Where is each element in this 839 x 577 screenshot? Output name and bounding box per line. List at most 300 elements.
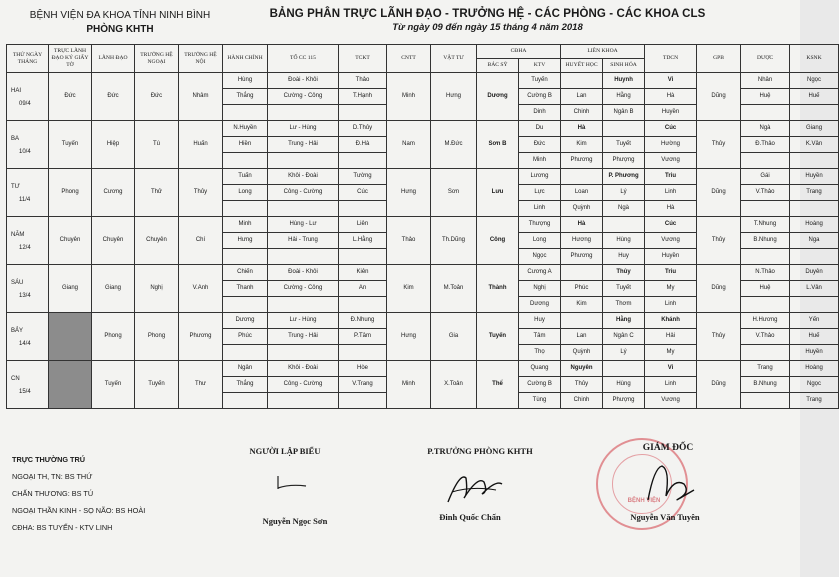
resident-duty-line-2: CHẤN THƯƠNG: BS TÚ [12, 489, 94, 498]
cell-ksnk: Hoàng [790, 217, 839, 233]
col-bacsi: BÁC SỸ [477, 59, 519, 73]
cell-surg: Tú [135, 121, 179, 169]
col-cntt: CNTT [387, 45, 431, 73]
deputy-signature [438, 468, 508, 508]
cell-med: Huấn [179, 121, 223, 169]
cell-sinhhoa: Thơm [603, 297, 645, 313]
cell-tckt: V.Trang [339, 377, 387, 393]
cell-ktv: Minh [519, 153, 561, 169]
cell-tckt: Cúc [339, 185, 387, 201]
cell-cc115: Hải - Trung [268, 233, 339, 249]
cell-tdcn: Cúc [645, 121, 697, 137]
cell-cntt: Minh [387, 73, 431, 121]
cell-ksnk [790, 201, 839, 217]
director-name: Nguyễn Văn Tuyên [630, 512, 700, 522]
cell-duoc [741, 297, 790, 313]
day-cell [7, 73, 49, 121]
deputy-title: P.TRƯỞNG PHÒNG KHTH [427, 446, 533, 456]
col-med: TRƯỞNG HỆ NỘI [179, 45, 223, 73]
cell-sign: Phong [49, 169, 92, 217]
cell-gpb: Dũng [697, 73, 741, 121]
cell-admin: Chiến [223, 265, 268, 281]
cell-tckt: T.Hạnh [339, 89, 387, 105]
cell-huyethoc [561, 73, 603, 89]
cell-med: Thư [179, 361, 223, 409]
cell-huyethoc: Phương [561, 153, 603, 169]
cell-duoc [741, 393, 790, 409]
day-name: CN [11, 375, 20, 382]
cell-cc115: Công - Cường [268, 377, 339, 393]
cell-admin: Thắng [223, 89, 268, 105]
cell-huyethoc: Thủy [561, 377, 603, 393]
cell-ksnk: Giang [790, 121, 839, 137]
cell-tckt: P.Tâm [339, 329, 387, 345]
resident-duty-line-1: NGOẠI TH, TN: BS THỨ [12, 472, 93, 481]
cell-huyethoc: Hương [561, 233, 603, 249]
cell-cc115: Cường - Công [268, 281, 339, 297]
resident-duty-heading: TRỰC THƯỜNG TRÚ [12, 455, 86, 464]
cell-sinhhoa [603, 217, 645, 233]
cell-sinhhoa: Huy [603, 249, 645, 265]
cell-admin: Hưng [223, 233, 268, 249]
cell-tckt [339, 105, 387, 121]
cell-vattu: M.Toản [431, 265, 477, 313]
cell-med: Thủy [179, 169, 223, 217]
col-cc115: TỔ CC 115 [268, 45, 339, 73]
cell-duoc [741, 153, 790, 169]
cell-tckt [339, 201, 387, 217]
cell-cc115: Trung - Hải [268, 329, 339, 345]
cell-ktv: Đức [519, 137, 561, 153]
day-name: HAI [11, 87, 22, 94]
cell-tdcn: Cúc [645, 217, 697, 233]
cell-tckt: Tường [339, 169, 387, 185]
cell-duoc: Huệ [741, 89, 790, 105]
cell-huyethoc: Loan [561, 185, 603, 201]
cell-duoc: Trang [741, 361, 790, 377]
cell-cc115 [268, 153, 339, 169]
cell-huyethoc: Chinh [561, 105, 603, 121]
cell-duoc: T.Nhung [741, 217, 790, 233]
resident-duty-line-4: CĐHA: BS TUYẾN - KTV LINH [12, 523, 113, 532]
cell-ktv: Huy [519, 313, 561, 329]
cell-admin: Tuấn [223, 169, 268, 185]
table-row [7, 313, 839, 329]
cell-tckt [339, 345, 387, 361]
cell-ktv: Cương A [519, 265, 561, 281]
cell-admin [223, 153, 268, 169]
preparer-title: NGƯỜI LẬP BIỂU [249, 446, 321, 456]
cell-cc115: Trung - Hải [268, 137, 339, 153]
cell-ksnk: Huế [790, 329, 839, 345]
day-date: 11/4 [19, 196, 31, 203]
cell-sinhhoa: Hùng [603, 233, 645, 249]
cell-duoc: Ngà [741, 121, 790, 137]
cell-tckt [339, 297, 387, 313]
cell-admin: Thắng [223, 377, 268, 393]
cell-ktv: Tâm [519, 329, 561, 345]
cell-ktv: Dương [519, 297, 561, 313]
cell-cntt: Hưng [387, 169, 431, 217]
cell-surg: Tuyến [135, 361, 179, 409]
day-date: 10/4 [19, 148, 31, 155]
cell-gpb: Dũng [697, 169, 741, 217]
cell-admin: Hùng [223, 73, 268, 89]
department-name: PHÒNG KHTH [86, 24, 154, 35]
cell-tdcn: Vi [645, 361, 697, 377]
cell-tdcn: Linh [645, 377, 697, 393]
cell-med: Nhâm [179, 73, 223, 121]
cell-ksnk [790, 153, 839, 169]
cell-surg: Thử [135, 169, 179, 217]
cell-ktv: Tuyến [519, 73, 561, 89]
cell-gpb: Thủy [697, 121, 741, 169]
cell-tdcn: My [645, 281, 697, 297]
cell-cc115: Cường - Công [268, 89, 339, 105]
day-name: BA [11, 135, 20, 142]
cell-bacsi: Thành [477, 265, 519, 313]
cell-sinhhoa: Ngân C [603, 329, 645, 345]
cell-ktv: Ngọc [519, 249, 561, 265]
cell-tdcn: Vương [645, 393, 697, 409]
cell-tdcn: Triu [645, 265, 697, 281]
cell-admin: Hiền [223, 137, 268, 153]
day-date: 12/4 [19, 244, 31, 251]
col-cdha: CĐHA [477, 45, 561, 59]
col-sinhhoa: SINH HÓA [603, 59, 645, 73]
cell-huyethoc: Hà [561, 121, 603, 137]
cell-vattu: Sơn [431, 169, 477, 217]
table-row [7, 265, 839, 281]
cell-tckt: Liên [339, 217, 387, 233]
cell-cntt: Kim [387, 265, 431, 313]
cell-tdcn: Khánh [645, 313, 697, 329]
cell-med: V.Anh [179, 265, 223, 313]
cell-sinhhoa [603, 361, 645, 377]
cell-tckt: Thảo [339, 73, 387, 89]
cell-cntt: Nam [387, 121, 431, 169]
cell-ksnk: L.Vân [790, 281, 839, 297]
cell-tdcn: My [645, 345, 697, 361]
cell-huyethoc: Kim [561, 137, 603, 153]
cell-ksnk: Hoàng [790, 361, 839, 377]
cell-ktv: Lực [519, 185, 561, 201]
cell-ksnk: Ngọc [790, 73, 839, 89]
duty-roster-table [6, 44, 839, 409]
cell-tckt: Đ.Nhung [339, 313, 387, 329]
day-name: TƯ [11, 183, 20, 190]
document-title: BẢNG PHÂN TRỰC LÃNH ĐẠO - TRƯỞNG HỆ - CÁC PHÒNG - CÁC KHOA CLS [269, 8, 706, 20]
cell-bacsi: Công [477, 217, 519, 265]
cell-lead: Chuyên [92, 217, 135, 265]
cell-ktv: Thọ [519, 345, 561, 361]
cell-tckt: L.Hằng [339, 233, 387, 249]
cell-huyethoc: Kim [561, 297, 603, 313]
cell-tckt: Hòe [339, 361, 387, 377]
cell-huyethoc: Lan [561, 329, 603, 345]
cell-gpb: Thủy [697, 313, 741, 361]
cell-vattu: M.Đức [431, 121, 477, 169]
cell-tdcn: Huyền [645, 249, 697, 265]
cell-ksnk [790, 105, 839, 121]
cell-duoc: V.Thảo [741, 185, 790, 201]
cell-admin: Thanh [223, 281, 268, 297]
col-tckt: TCKT [339, 45, 387, 73]
cell-duoc: Gái [741, 169, 790, 185]
cell-admin [223, 393, 268, 409]
cell-lead: Tuyến [92, 361, 135, 409]
cell-tdcn: Huyền [645, 105, 697, 121]
cell-huyethoc [561, 265, 603, 281]
cell-sinhhoa: Hằng [603, 313, 645, 329]
cell-med: Phương [179, 313, 223, 361]
day-name: NĂM [11, 231, 25, 238]
cell-tdcn: Hải [645, 329, 697, 345]
cell-cc115 [268, 249, 339, 265]
cell-ksnk: Trang [790, 185, 839, 201]
cell-cntt: Hưng [387, 313, 431, 361]
cell-sign [49, 361, 92, 409]
document-title-block [215, 8, 760, 33]
cell-ktv: Quang [519, 361, 561, 377]
col-ktv: KTV [519, 59, 561, 73]
cell-tdcn: Linh [645, 185, 697, 201]
cell-admin: N.Huyền [223, 121, 268, 137]
col-sign: TRỰC LÃNH ĐẠO KÝ GIẤY TỜ [49, 45, 92, 73]
cell-tckt [339, 249, 387, 265]
day-cell [7, 121, 49, 169]
cell-tckt: Đ.Hà [339, 137, 387, 153]
day-cell [7, 217, 49, 265]
cell-ksnk: Yến [790, 313, 839, 329]
day-date: 15/4 [19, 388, 31, 395]
cell-admin: Ngân [223, 361, 268, 377]
cell-tdcn: Hà [645, 201, 697, 217]
cell-lead: Cương [92, 169, 135, 217]
cell-duoc [741, 249, 790, 265]
cell-bacsi: Dương [477, 73, 519, 121]
cell-tdcn: Hường [645, 137, 697, 153]
col-lienkhoa: LIÊN KHOA [561, 45, 645, 59]
deputy-name: Đinh Quốc Chấn [439, 512, 501, 522]
cell-huyethoc: Phương [561, 249, 603, 265]
cell-ksnk: Ngọc [790, 377, 839, 393]
cell-sinhhoa: Thủy [603, 265, 645, 281]
cell-duoc: H.Hương [741, 313, 790, 329]
cell-tckt: Kiên [339, 265, 387, 281]
cell-cc115 [268, 297, 339, 313]
cell-sinhhoa: Huynh [603, 73, 645, 89]
cell-gpb: Thủy [697, 217, 741, 265]
cell-duoc: V.Thảo [741, 329, 790, 345]
cell-bacsi: Thể [477, 361, 519, 409]
cell-cc115 [268, 393, 339, 409]
day-cell [7, 265, 49, 313]
col-surg: TRƯỞNG HỆ NGOẠI [135, 45, 179, 73]
col-gpb: GPB [697, 45, 741, 73]
cell-vattu: Gia [431, 313, 477, 361]
cell-surg: Phong [135, 313, 179, 361]
cell-tdcn: Vi [645, 73, 697, 89]
cell-surg: Chuyên [135, 217, 179, 265]
cell-ksnk: K.Vân [790, 137, 839, 153]
preparer-signature [272, 472, 312, 492]
cell-sinhhoa: Lý [603, 345, 645, 361]
cell-sinhhoa [603, 121, 645, 137]
day-name: BẢY [11, 327, 24, 334]
cell-cc115 [268, 105, 339, 121]
cell-sign [49, 313, 92, 361]
day-cell [7, 361, 49, 409]
cell-huyethoc: Chinh [561, 393, 603, 409]
cell-ksnk: Trang [790, 393, 839, 409]
director-signature [640, 460, 700, 510]
cell-huyethoc: Phúc [561, 281, 603, 297]
cell-sign: Chuyên [49, 217, 92, 265]
cell-bacsi: Tuyến [477, 313, 519, 361]
cell-cc115 [268, 345, 339, 361]
cell-vattu: X.Toản [431, 361, 477, 409]
cell-gpb: Dũng [697, 265, 741, 313]
cell-bacsi: Sơn B [477, 121, 519, 169]
cell-huyethoc: Nguyên [561, 361, 603, 377]
cell-duoc: Nhân [741, 73, 790, 89]
cell-ktv: Cường B [519, 89, 561, 105]
cell-sinhhoa: Phượng [603, 393, 645, 409]
cell-cc115: Công - Cường [268, 185, 339, 201]
cell-duoc: B.Nhung [741, 233, 790, 249]
cell-tckt: D.Thủy [339, 121, 387, 137]
cell-duoc [741, 105, 790, 121]
cell-admin [223, 105, 268, 121]
cell-ktv: Cường B [519, 377, 561, 393]
hospital-name: BỆNH VIỆN ĐA KHOA TỈNH NINH BÌNH [29, 10, 211, 21]
cell-sinhhoa: Ngà [603, 201, 645, 217]
day-cell [7, 313, 49, 361]
cell-gpb: Dũng [697, 361, 741, 409]
cell-admin: Minh [223, 217, 268, 233]
resident-duty-line-3: NGOẠI THẦN KINH - SỌ NÃO: BS HOÀI [12, 506, 146, 515]
cell-sign: Giang [49, 265, 92, 313]
director-title: GIÁM ĐỐC [642, 443, 694, 453]
cell-sinhhoa: Hùng [603, 377, 645, 393]
cell-huyethoc: Quỳnh [561, 345, 603, 361]
cell-cc115: Hùng - Lư [268, 217, 339, 233]
cell-tckt [339, 153, 387, 169]
cell-ksnk: Huyền [790, 169, 839, 185]
cell-ksnk [790, 249, 839, 265]
cell-ktv: Dinh [519, 105, 561, 121]
cell-cc115: Lư - Hùng [268, 121, 339, 137]
cell-bacsi: Lưu [477, 169, 519, 217]
cell-cntt: Minh [387, 361, 431, 409]
col-ksnk: KSNK [790, 45, 839, 73]
cell-cc115: Lư - Hùng [268, 313, 339, 329]
cell-ktv: Thượng [519, 217, 561, 233]
cell-admin [223, 201, 268, 217]
cell-ksnk: Huế [790, 89, 839, 105]
cell-cntt: Thảo [387, 217, 431, 265]
cell-huyethoc: Lan [561, 89, 603, 105]
cell-admin: Long [223, 185, 268, 201]
cell-cc115: Đoài - Khôi [268, 265, 339, 281]
cell-ksnk [790, 297, 839, 313]
cell-sinhhoa: Phượng [603, 153, 645, 169]
cell-tdcn: Linh [645, 297, 697, 313]
cell-vattu: Th.Dũng [431, 217, 477, 265]
cell-huyethoc: Hà [561, 217, 603, 233]
cell-admin: Dương [223, 313, 268, 329]
cell-ktv: Nghị [519, 281, 561, 297]
cell-admin [223, 345, 268, 361]
cell-tdcn: Vương [645, 153, 697, 169]
cell-huyethoc [561, 169, 603, 185]
cell-lead: Hiệp [92, 121, 135, 169]
cell-admin: Phúc [223, 329, 268, 345]
cell-surg: Nghị [135, 265, 179, 313]
hospital-header [20, 10, 220, 35]
table-row [7, 361, 839, 377]
cell-sinhhoa: Ngân B [603, 105, 645, 121]
cell-tdcn: Triu [645, 169, 697, 185]
cell-lead: Giang [92, 265, 135, 313]
cell-duoc [741, 345, 790, 361]
day-cell [7, 169, 49, 217]
preparer-name: Nguyễn Ngọc Sơn [262, 516, 328, 526]
cell-duoc: Huệ [741, 281, 790, 297]
table-row [7, 121, 839, 137]
cell-cc115: Khôi - Đoài [268, 169, 339, 185]
table-row [7, 217, 839, 233]
col-duoc: DƯỢC [741, 45, 790, 73]
cell-admin [223, 249, 268, 265]
table-row [7, 169, 839, 185]
col-huyethoc: HUYẾT HỌC [561, 59, 603, 73]
cell-ksnk: Huyền [790, 345, 839, 361]
cell-surg: Đức [135, 73, 179, 121]
cell-duoc: B.Nhung [741, 377, 790, 393]
col-tdcn: TDCN [645, 45, 697, 73]
col-vattu: VẬT TƯ [431, 45, 477, 73]
cell-cc115 [268, 201, 339, 217]
cell-cc115: Đoài - Khôi [268, 73, 339, 89]
day-date: 13/4 [19, 292, 31, 299]
cell-sign: Đức [49, 73, 92, 121]
cell-cc115: Khôi - Đoài [268, 361, 339, 377]
cell-admin [223, 297, 268, 313]
cell-ktv: Long [519, 233, 561, 249]
cell-ktv: Tùng [519, 393, 561, 409]
cell-duoc: N.Thảo [741, 265, 790, 281]
cell-ktv: Du [519, 121, 561, 137]
day-date: 09/4 [19, 100, 31, 107]
cell-ksnk: Duyên [790, 265, 839, 281]
roster-body [7, 73, 839, 409]
cell-sinhhoa: Lý [603, 185, 645, 201]
cell-med: Chí [179, 217, 223, 265]
cell-sinhhoa: Tuyết [603, 281, 645, 297]
cell-tckt: An [339, 281, 387, 297]
cell-sinhhoa: Hằng [603, 89, 645, 105]
date-range: Từ ngày 09 đến ngày 15 tháng 4 năm 2018 [392, 22, 583, 33]
table-row [7, 73, 839, 89]
cell-ktv: Linh [519, 201, 561, 217]
cell-tckt [339, 393, 387, 409]
cell-huyethoc: Quỳnh [561, 201, 603, 217]
cell-tdcn: Hà [645, 89, 697, 105]
col-day: THỨ NGÀY THÁNG [7, 45, 49, 73]
day-date: 14/4 [19, 340, 31, 347]
